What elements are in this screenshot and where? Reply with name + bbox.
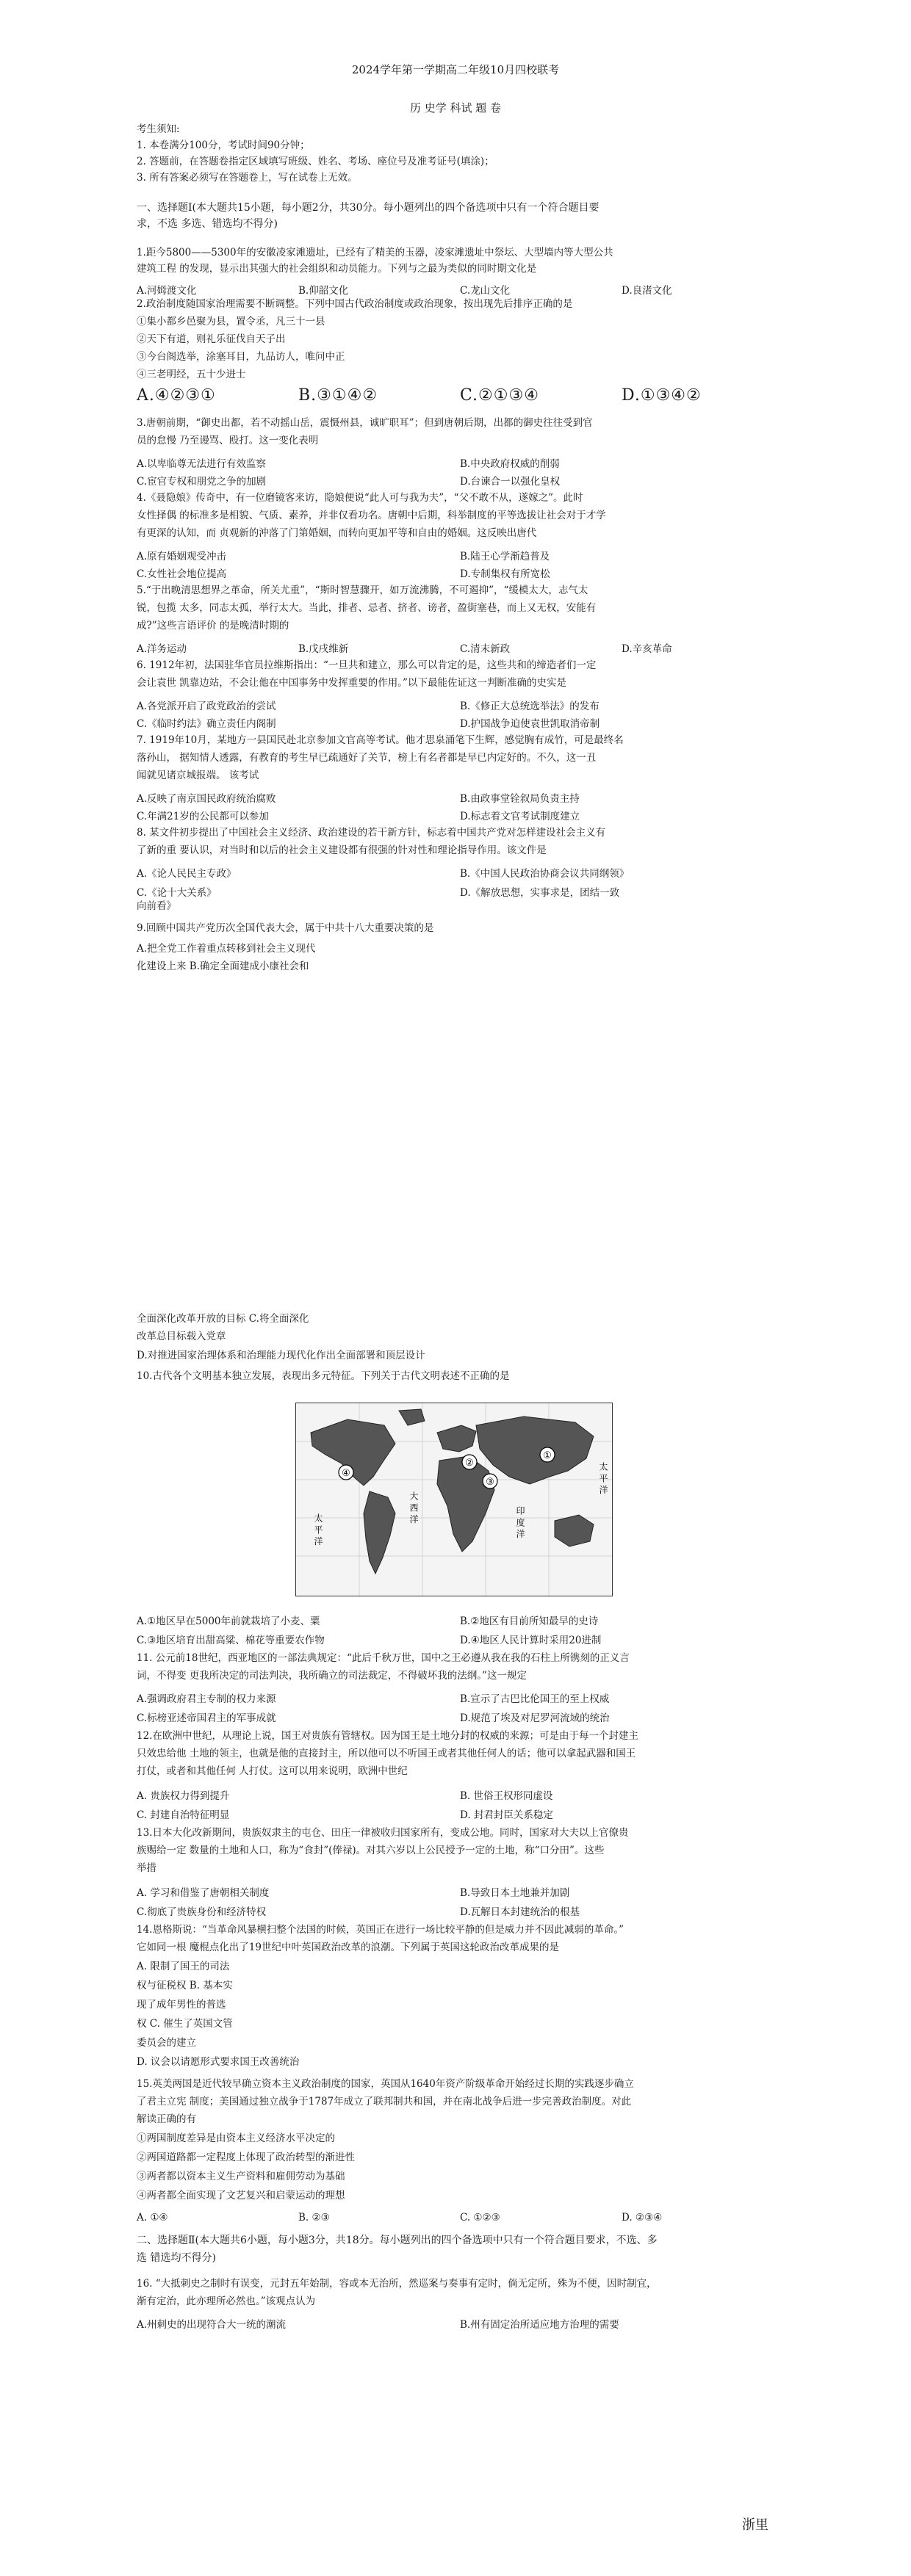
q8-option-d: D.《解放思想，实事求是，团结一致 <box>460 887 620 899</box>
q9-option-a: A.把全党工作着重点转移到社会主义现代 <box>137 943 316 955</box>
q8-option-b: B.《中国人民政治协商会议共同纲领》 <box>460 868 630 880</box>
q10-option-b: B.②地区有目前所知最早的史诗 <box>460 1616 599 1627</box>
q4-stem: 4.《聂隐娘》传奇中，有一位磨镜客来访，隐娘便说“此人可与我为夫”，“父不敢不从，遂嫁之”。此时 <box>137 492 583 504</box>
q4-stem-cont: 有更深的认知，而 贞观新的沖落了门第婚姻，而转向更加平等和自由的婚姻。这反映出唐代 <box>137 527 537 539</box>
q3-stem: 3.唐朝前期，“御史出都，若不动摇山岳，震慑州县，诚旷职耳”；但到唐朝后期，出都的御史往往受到官 <box>137 417 593 429</box>
q12-option-a: A. 贵族权力得到提升 <box>137 1790 230 1802</box>
q3-option-d: D.台谏合一以强化皇权 <box>460 476 561 488</box>
q4-stem-cont: 女性择偶 的标准多是相貌、气质、素养，并非仅看功名。唐朝中后期，科举制度的平等选拔让社会对于才学 <box>137 510 606 521</box>
q12-options-row2 <box>137 1806 783 1821</box>
q6-option-c: C.《临时约法》确立责任内阁制 <box>137 718 276 730</box>
q14-option-b-cont: 现了成年男性的普选 <box>137 1999 226 2011</box>
section1-heading-cont: 求，不选 多选、错选均不得分) <box>137 218 278 230</box>
q9-option-b: 化建设上来 B.确定全面建成小康社会和 <box>137 960 309 972</box>
q8-options-row1 <box>137 865 783 880</box>
q10-options-row2 <box>137 1632 783 1646</box>
q11-option-d: D.规范了埃及对尼罗河流域的统治 <box>460 1712 610 1724</box>
q13-stem: 13.日本大化改新期间，贵族奴隶主的屯仓、田庄一律被收归国家所有，变成公地。同时，国家对大夫以上官僚贵 <box>137 1827 629 1839</box>
q13-stem-cont: 举措 <box>137 1862 156 1874</box>
q15-item: ③两者都以资本主义生产资料和雇佣劳动为基础 <box>137 2171 345 2182</box>
q12-stem-cont: 只效忠给他 土地的领主，也就是他的直接封主，所以他可以不听国王或者其他任何人的话；他可以拿起武器和国王 <box>137 1748 636 1759</box>
q2-item: ①集小都乡邑聚为县，置令丞，凡三十一县 <box>137 316 325 328</box>
q2-option-b: B.③①④② <box>298 386 378 405</box>
region-label: ① <box>543 1450 552 1461</box>
q12-stem-cont: 打仗，或者和其他任何 人打仗。这可以用来说明，欧洲中世纪 <box>137 1765 408 1777</box>
q5-option-d: D.辛亥革命 <box>622 643 672 655</box>
q7-option-a: A.反映了南京国民政府统治腐败 <box>137 793 276 805</box>
q15-option-c: C. ①②③ <box>460 2212 500 2224</box>
q2-stem: 2.政治制度随国家治理需要不断调整。下列中国古代政治制度或政治现象，按出现先后排序正确的是 <box>137 298 573 310</box>
q9-stem: 9.回顾中国共产党历次全国代表大会，属于中共十八大重要决策的是 <box>137 922 434 934</box>
q2-option-a: A.④②③① <box>137 386 216 405</box>
q14-option-c: 权 C. 催生了英国文管 <box>137 2018 233 2030</box>
q12-option-b: B. 世俗王权形同虚设 <box>460 1790 553 1802</box>
q5-stem-cont: 成?”这些言语评价 的是晚清时期的 <box>137 620 289 632</box>
q14-stem-cont: 它如同一根 魔棍点化出了19世纪中叶英国政治改革的浪潮。下列属于英国这轮政治改革成果的是 <box>137 1942 559 1953</box>
q3-options-row2 <box>137 473 783 488</box>
q6-options-row1 <box>137 698 783 712</box>
q2-option-c: C.②①③④ <box>460 386 539 405</box>
q15-item: ①两国制度差异是由资本主义经济水平决定的 <box>137 2132 335 2144</box>
q14-option-a: A. 限制了国王的司法 <box>137 1961 230 1972</box>
q6-option-b: B.《修正大总统选举法》的发布 <box>460 701 599 712</box>
q7-options-row2 <box>137 808 783 822</box>
q6-stem-cont: 会让袁世 凯靠边站，不会让他在中国事务中发挥重要的作用。”以下最能佐证这一判断准确的史实是 <box>137 677 566 689</box>
subject-title: 历 史学 科试 题 卷 <box>409 101 502 115</box>
q14-stem: 14.恩格斯说：“当革命风暴横扫整个法国的时候，英国正在进行一场比较平静的但是威力并不因此减弱的革命。” <box>137 1924 624 1936</box>
notice-item: 3. 所有答案必须写在答题卷上，写在试卷上无效。 <box>137 172 358 184</box>
q2-option-d: D.①③④② <box>622 386 702 405</box>
q12-option-c: C. 封建自治特征明显 <box>137 1809 230 1821</box>
q1-option-c: C.龙山文化 <box>460 285 511 297</box>
q1-option-a: A.河姆渡文化 <box>137 285 197 297</box>
region-label: ② <box>465 1458 474 1469</box>
q13-option-c: C.彻底了贵族身份和经济特权 <box>137 1906 267 1918</box>
footer-watermark: 浙里 <box>742 2517 768 2533</box>
region-label: ③ <box>486 1477 494 1488</box>
q15-stem: 15.英美两国是近代较早确立资本主义政治制度的国家，英国从1640年资产阶级革命开始经过长期的实践逐步确立 <box>137 2078 634 2090</box>
section2-heading: 二、选择题Ⅱ(本大题共6小题，每小题3分，共18分。每小题列出的四个备选项中只有一个符合题目要求，不选、多 <box>137 2235 658 2246</box>
q1-stem: 1.距今5800——5300年的安徽凌家滩遗址，已经有了精美的玉器，凌家滩遗址中祭坛、大型墙内等大型公共 <box>137 247 613 258</box>
q1-option-d: D.良渚文化 <box>622 285 672 297</box>
q4-options-row2 <box>137 565 783 580</box>
q12-option-d: D. 封君封臣关系稳定 <box>460 1809 553 1821</box>
q2-item: ③今台阁选举，涂塞耳目，九品访人，唯问中正 <box>137 351 345 363</box>
q14-option-a-cont: 权与征税权 B. 基本实 <box>137 1980 233 1991</box>
ocean-label: 太 平 洋 <box>598 1462 608 1494</box>
q16-stem: 16. “大抵刺史之制时有误变，元封五年始制，容或本无治所，然巡案与奏事有定时，倘无定所，殊为不便，因时制宜， <box>137 2278 657 2290</box>
q3-option-c: C.宦官专权和朋党之争的加剧 <box>137 476 267 488</box>
q12-options-row1 <box>137 1787 783 1802</box>
q1-stem-cont: 建筑工程 的发现，显示出其强大的社会组织和动员能力。下列与之最为类似的同时期文化是 <box>137 263 537 275</box>
notice-item: 2. 答题前，在答题卷指定区域填写班级、姓名、考场、座位号及准考证号(填涂)； <box>137 156 494 167</box>
q16-options-row1 <box>137 2316 783 2331</box>
q10-option-c: C.③地区培育出甜高粱、棉花等重要农作物 <box>137 1635 325 1646</box>
q5-options <box>137 640 783 655</box>
q7-stem-cont: 落孙山， 据知情人透露，有教育的考生早已疏通好了关节，榜上有名者都是早已内定好的。不久，这一丑 <box>137 752 597 764</box>
q6-options-row2 <box>137 715 783 730</box>
q15-stem-cont: 解读正确的有 <box>137 2113 196 2125</box>
q6-option-d: D.护国战争迫使袁世凯取消帝制 <box>460 718 600 730</box>
q2-item: ②天下有道，则礼乐征伐自天子出 <box>137 333 286 345</box>
q13-option-b: B.导致日本土地兼并加剧 <box>460 1887 570 1899</box>
q1-options <box>137 282 783 297</box>
q5-option-c: C.清末新政 <box>460 643 511 655</box>
q10-option-d: D.④地区人民计算时采用20进制 <box>460 1635 602 1646</box>
q3-option-b: B.中央政府权威的削弱 <box>460 458 560 470</box>
q14-option-c-cont: 委员会的建立 <box>137 2037 196 2049</box>
q6-stem: 6. 1912年初，法国驻华官员拉维斯指出：“一旦共和建立，那么可以肯定的是，这些共和的缔造者们一定 <box>137 659 597 671</box>
q7-option-c: C.年满21岁的公民都可以参加 <box>137 811 269 822</box>
q13-options-row1 <box>137 1884 783 1899</box>
q4-option-a: A.原有婚姻观受冲击 <box>137 551 227 562</box>
notice-item: 1. 本卷满分100分，考试时间90分钟； <box>137 140 310 151</box>
q9-option-c-cont: 改革总目标载入党章 <box>137 1331 226 1342</box>
q15-option-a: A. ①④ <box>137 2212 168 2224</box>
q7-option-d: D.标志着文官考试制度建立 <box>460 811 580 822</box>
q8-options-row2 <box>137 884 783 899</box>
q5-stem: 5.“于出晚清思想界之革命，所关尤重”，“斯时智慧骤开，如万流沸腾，不可遏抑”，“缓模太大，志气太 <box>137 585 588 596</box>
q7-options-row1 <box>137 790 783 805</box>
q3-stem-cont: 员的怠慢 乃至谩骂、殴打。这一变化表明 <box>137 435 319 446</box>
q9-option-b-cont: 全面深化改革开放的目标 C.将全面深化 <box>137 1313 309 1325</box>
q12-stem: 12.在欧洲中世纪，从理论上说，国王对贵族有管辖权。因为国王是土地分封的权威的来源；可是由于每一个封建主 <box>137 1730 638 1742</box>
q3-options-row1 <box>137 455 783 470</box>
q11-option-b: B.宣示了古巴比伦国王的至上权威 <box>460 1693 610 1705</box>
q11-stem: 11. 公元前18世纪，西亚地区的一部法典规定：“此后千秋万世，国中之王必遵从我在我的石柱上所镌刻的正义言 <box>137 1652 630 1664</box>
q15-option-b: B. ②③ <box>298 2212 330 2224</box>
q15-option-d: D. ②③④ <box>622 2212 663 2224</box>
q6-option-a: A.各党派开启了政党政治的尝试 <box>137 701 276 712</box>
q7-stem: 7. 1919年10月，某地方一县国民赴北京参加文官高等考试。他才思泉涌笔下生辉，感觉胸有成竹，可是最终名 <box>137 734 624 746</box>
notice-heading: 考生须知: <box>137 123 180 135</box>
q10-options-row1 <box>137 1613 783 1627</box>
world-map <box>295 1403 613 1596</box>
exam-title: 2024学年第一学期高二年级10月四校联考 <box>351 63 560 76</box>
q5-option-a: A.洋务运动 <box>137 643 187 655</box>
q8-option-c: C.《论十大关系》 <box>137 887 217 899</box>
section1-heading: 一、选择题Ⅰ(本大题共15小题，每小题2分，共30分。每小题列出的四个备选项中只有一个符合题目要 <box>137 202 599 214</box>
q9-option-d: D.对推进国家治理体系和治理能力现代化作出全面部署和顶层设计 <box>137 1350 425 1361</box>
q10-stem: 10.古代各个文明基本独立发展，表现出多元特征。下列关于古代文明表述不正确的是 <box>137 1370 510 1382</box>
q2-options <box>137 386 783 405</box>
q8-stem-cont: 了新的重 要认识，对当时和以后的社会主义建设都有很强的针对性和理论指导作用。该文件是 <box>137 844 547 856</box>
q3-option-a: A.以卑临尊无法进行有效监察 <box>137 458 267 470</box>
q15-options <box>137 2212 783 2224</box>
q13-options-row2 <box>137 1903 783 1918</box>
q4-option-b: B.陆王心学渐趋普及 <box>460 551 550 562</box>
q16-option-a: A.州刺史的出现符合大一统的潮流 <box>137 2319 287 2331</box>
q7-option-b: B.由政事堂铨叙局负责主持 <box>460 793 580 805</box>
q13-option-d: D.瓦解日本封建统治的根基 <box>460 1906 580 1918</box>
q11-option-c: C.标榜亚述帝国君主的军事成就 <box>137 1712 276 1724</box>
q4-option-d: D.专制集权有所宽松 <box>460 568 550 580</box>
ocean-label: 太 平 洋 <box>313 1513 323 1546</box>
q11-options-row2 <box>137 1710 783 1724</box>
q11-options-row1 <box>137 1690 783 1705</box>
q5-option-b: B.戊戌维新 <box>298 643 349 655</box>
q7-stem-cont: 闻就见诸京城报端。 该考试 <box>137 770 259 781</box>
q1-option-b: B.仰韶文化 <box>298 285 349 297</box>
q14-option-d: D. 议会以请愿形式要求国王改善统治 <box>137 2056 300 2068</box>
q4-option-c: C.女性社会地位提高 <box>137 568 227 580</box>
q8-stem: 8. 某文件初步提出了中国社会主义经济、政治建设的若干新方针，标志着中国共产党对怎样建设社会主义有 <box>137 827 606 839</box>
ocean-label: 印 度 洋 <box>515 1506 525 1538</box>
q8-option-a: A.《论人民民主专政》 <box>137 868 237 880</box>
q11-stem-cont: 词，不得变 更我所决定的司法判决，我所确立的司法裁定，不得破坏我的法纲。”这一规定 <box>137 1670 527 1682</box>
q15-item: ②两国道路都一定程度上体现了政治转型的渐进性 <box>137 2152 355 2163</box>
q11-option-a: A.强调政府君主专制的权力来源 <box>137 1693 276 1705</box>
ocean-label: 大 西 洋 <box>408 1491 419 1524</box>
q16-stem-cont: 渐有定治，此亦理所必然也。”该观点认为 <box>137 2295 316 2307</box>
q13-option-a: A. 学习和借鉴了唐朝相关制度 <box>137 1887 270 1899</box>
q8-option-d-cont: 向前看》 <box>137 900 176 912</box>
region-label: ④ <box>342 1468 350 1479</box>
section2-heading-cont: 选 错选均不得分) <box>137 2252 216 2264</box>
world-map-drawing <box>296 1403 612 1596</box>
q5-stem-cont: 锐，包揽 太多，同志太孤，举行太大。当此，排者、忌者、挤者、谤者，盈街塞巷，而上又无权，安能有 <box>137 602 597 614</box>
q15-item: ④两者都全面实现了文艺复兴和启蒙运动的理想 <box>137 2190 345 2201</box>
q4-options-row1 <box>137 548 783 562</box>
q15-stem-cont: 了君主立宪 制度；美国通过独立战争于1787年成立了联邦制共和国，并在南北战争后进一步完善政治制度。对此 <box>137 2096 632 2108</box>
q13-stem-cont: 族赐给一定 数量的土地和人口，称为“食封”(俸禄)。对其六岁以上公民授予一定的土地，称“口分田”。这些 <box>137 1845 605 1856</box>
q2-item: ④三老明经，五十少进士 <box>137 369 246 380</box>
q16-option-b: B.州有固定治所适应地方治理的需要 <box>460 2319 619 2331</box>
q10-option-a: A.①地区早在5000年前就栽培了小麦、粟 <box>137 1616 320 1627</box>
